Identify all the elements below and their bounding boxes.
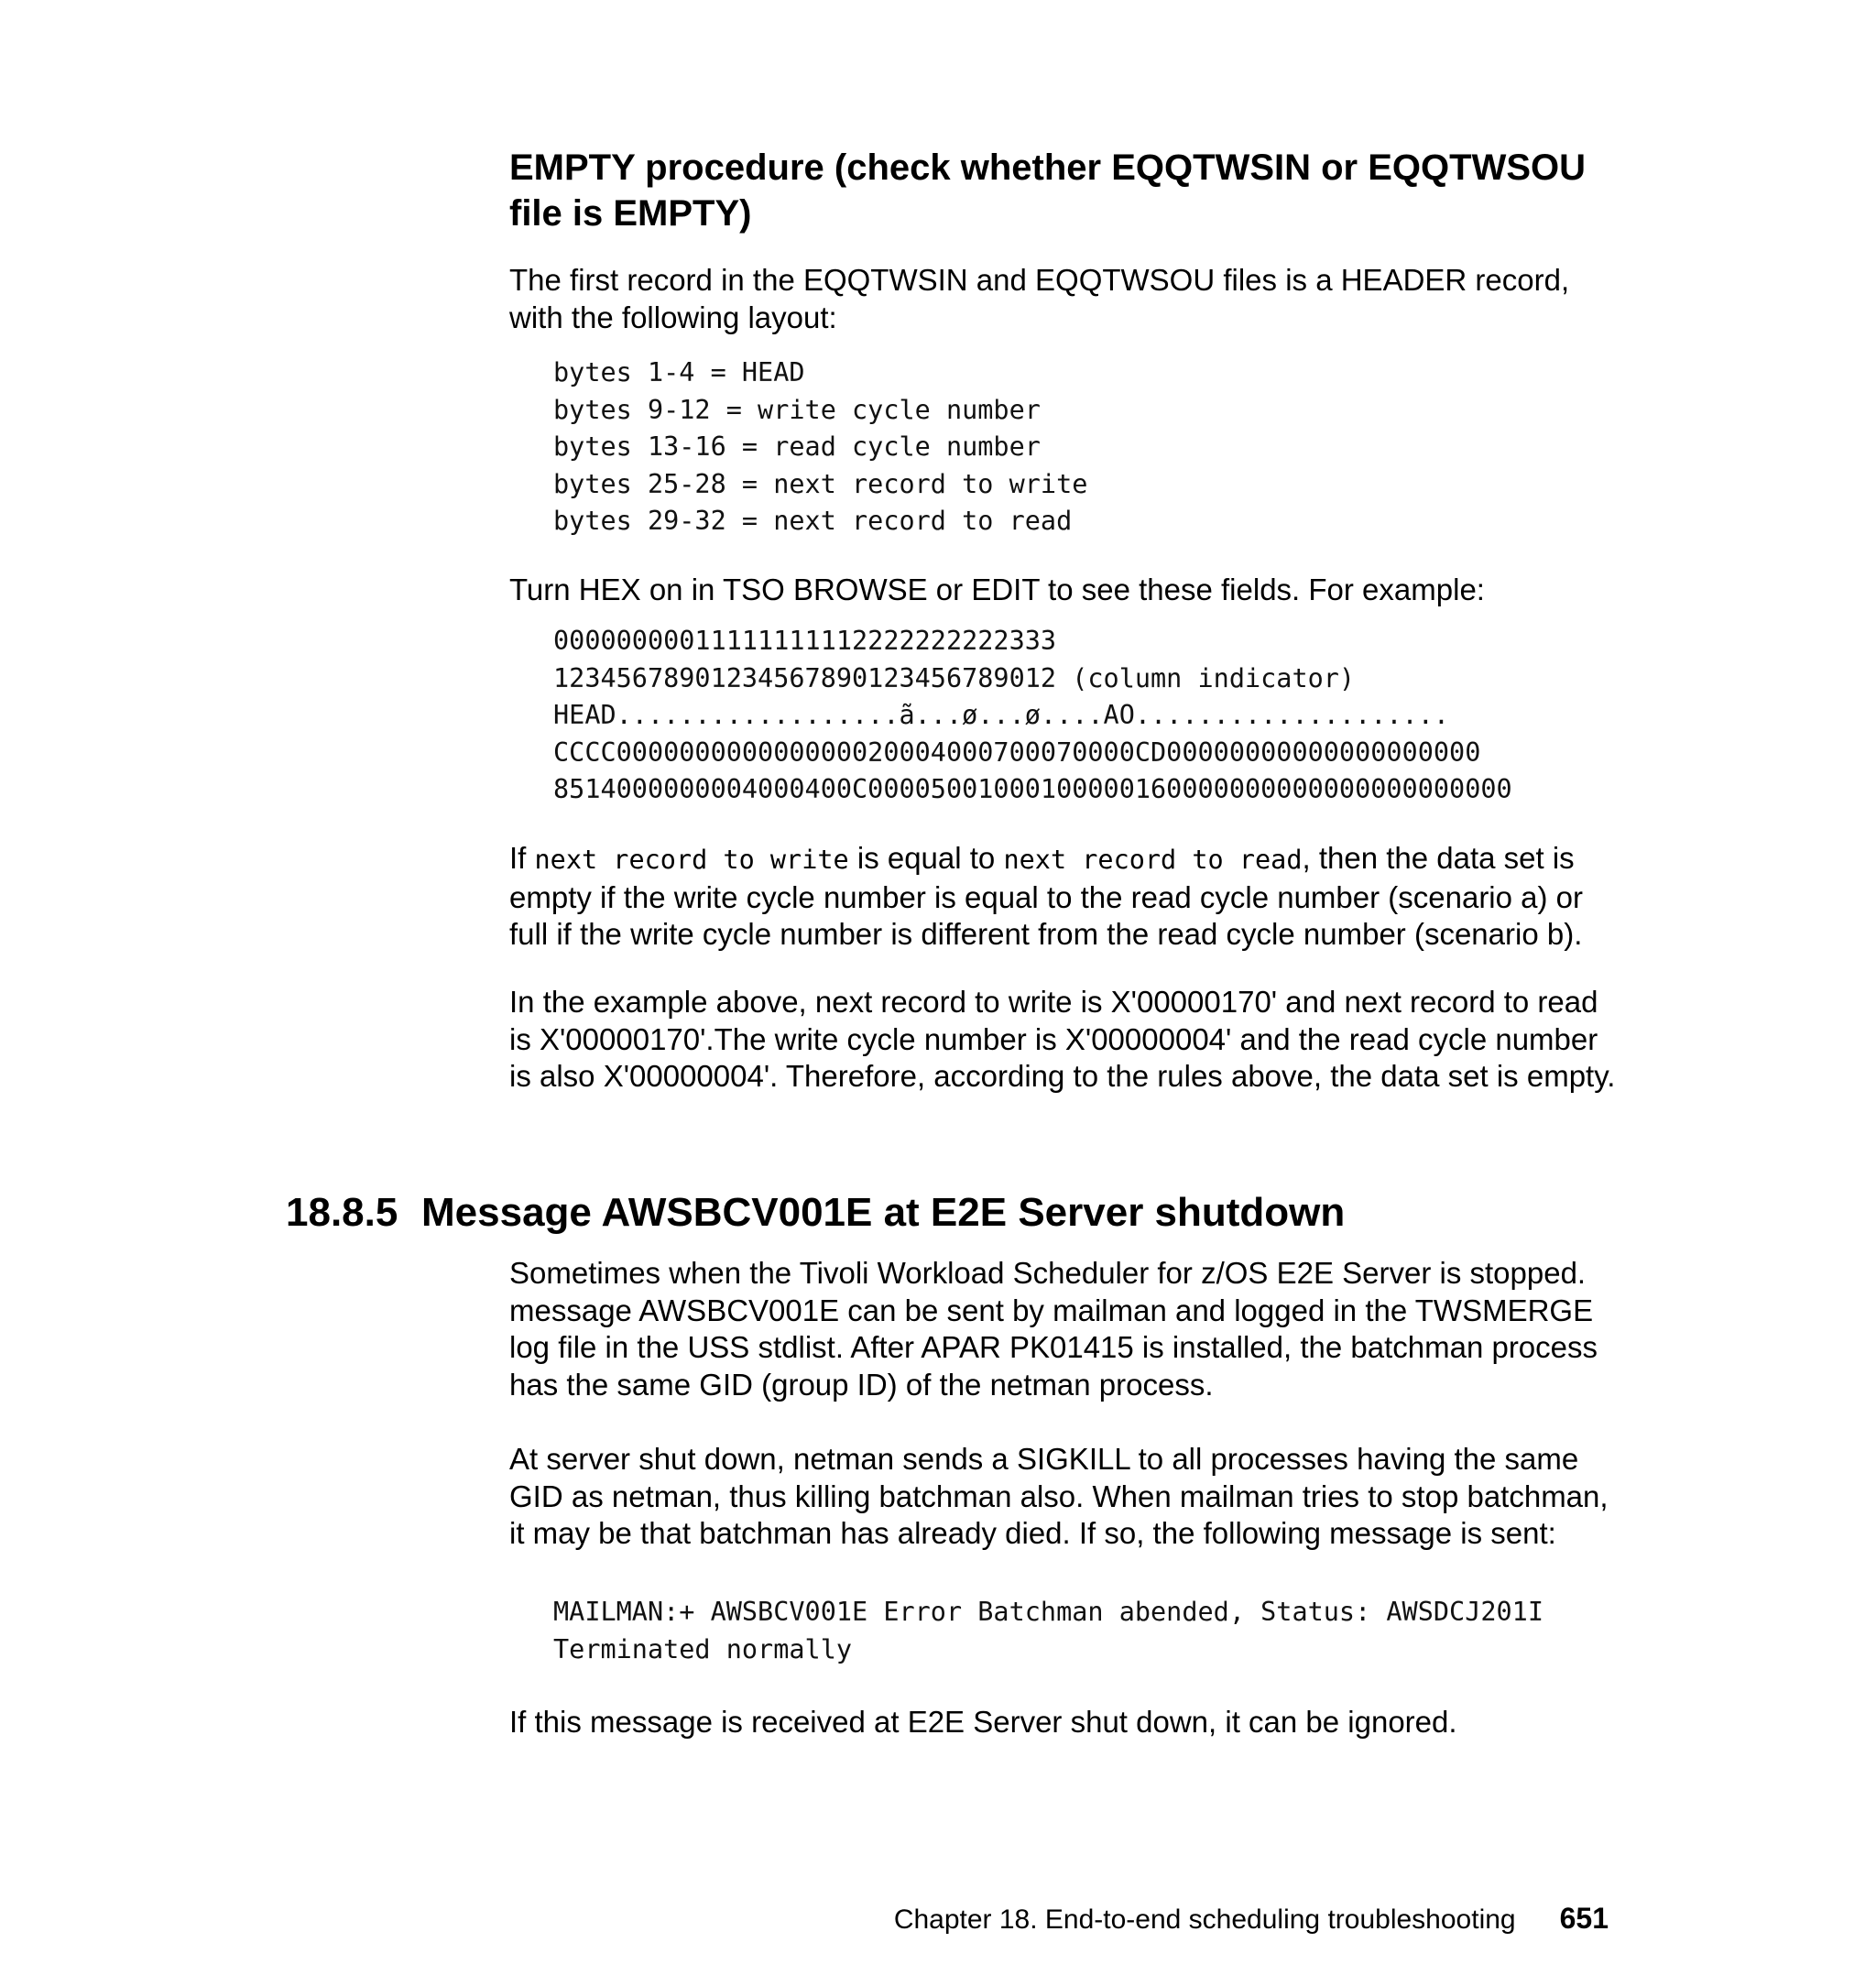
code-line: MAILMAN:+ AWSBCV001E Error Batchman abended, Status: AWSDCJ201I — [553, 1597, 1543, 1627]
shutdown-intro-paragraph: Sometimes when the Tivoli Workload Scheduler for z/OS E2E Server is stopped. message AWSBCV001E can be sent by mailman and logged in the TWSMERGE log file in the USS stdlist. After APAR PK01415 is installed, the batchman process has the same GID (group ID) of the netman process. — [509, 1256, 1598, 1402]
section-heading-18-8-5 — [286, 1187, 1345, 1239]
section-title: Message AWSBCV001E at E2E Server shutdown — [421, 1190, 1346, 1235]
layout-line: bytes 1-4 = HEAD — [553, 357, 805, 387]
layout-line: bytes 9-12 = write cycle number — [553, 394, 1041, 425]
inline-code-next-record-to-read: next record to read — [1003, 845, 1303, 875]
hex-line: HEAD..................ã...ø...ø....AO.................... — [553, 700, 1450, 730]
hex-intro: Turn HEX on in TSO BROWSE or EDIT to see these fields. For example: — [509, 573, 1485, 606]
hex-example-code-block — [553, 623, 1512, 809]
hex-line: 00000000011111111112222222222333 — [553, 626, 1057, 656]
section-number: 18.8.5 — [286, 1190, 398, 1235]
code-line: Terminated normally — [553, 1633, 853, 1664]
sigkill-paragraph: At server shut down, netman sends a SIGKILL to all processes having the same GID as netman, thus killing batchman also. When mailman tries to stop batchman, it may be that batchman has already died. If so, the following message is sent: — [509, 1442, 1609, 1550]
footer-chapter-title: Chapter 18. End-to-end scheduling troubleshooting — [893, 1904, 1516, 1935]
rule-text: , then the data set is empty if the write cycle number is equal to the read cycle number (scenario a) or full if the write cycle number is different from the read cycle number (scenario b). — [509, 841, 1584, 951]
ignore-message-paragraph: If this message is received at E2E Server shut down, it can be ignored. — [509, 1705, 1457, 1739]
page-number: 651 — [1559, 1902, 1609, 1935]
rule-text: is equal to — [848, 841, 1004, 875]
page-footer — [894, 1900, 1609, 1938]
header-record-intro: The first record in the EQQTWSIN and EQQTWSOU files is a HEADER record, with the following layout: — [509, 263, 1570, 334]
mailman-message-code-block — [553, 1594, 1543, 1668]
inline-code-next-record-to-write: next record to write — [534, 845, 849, 875]
rule-text: If — [509, 841, 535, 875]
header-layout-code-block — [553, 355, 1087, 540]
subsection-heading-empty-procedure: EMPTY procedure (check whether EQQTWSIN or EQQTWSOU file is EMPTY) — [509, 147, 1586, 234]
hex-line: 8514000000004000400C00005001000100000160000000000000000000000 — [553, 774, 1512, 804]
empty-full-rule-paragraph — [509, 840, 1618, 954]
hex-line: CCCC000000000000000020004000700070000CD00000000000000000000 — [553, 737, 1481, 768]
layout-line: bytes 13-16 = read cycle number — [553, 431, 1041, 462]
layout-line: bytes 29-32 = next record to read — [553, 506, 1073, 536]
example-explanation-paragraph: In the example above, next record to write is X'00000170' and next record to read is X'00000170'.The write cycle number is X'00000004' and the read cycle number is also X'00000004'. Therefore, according to the rules above, the data set is empty. — [509, 985, 1616, 1093]
layout-line: bytes 25-28 = next record to write — [553, 468, 1088, 499]
hex-line: 12345678901234567890123456789012 (column indicator) — [553, 662, 1356, 693]
